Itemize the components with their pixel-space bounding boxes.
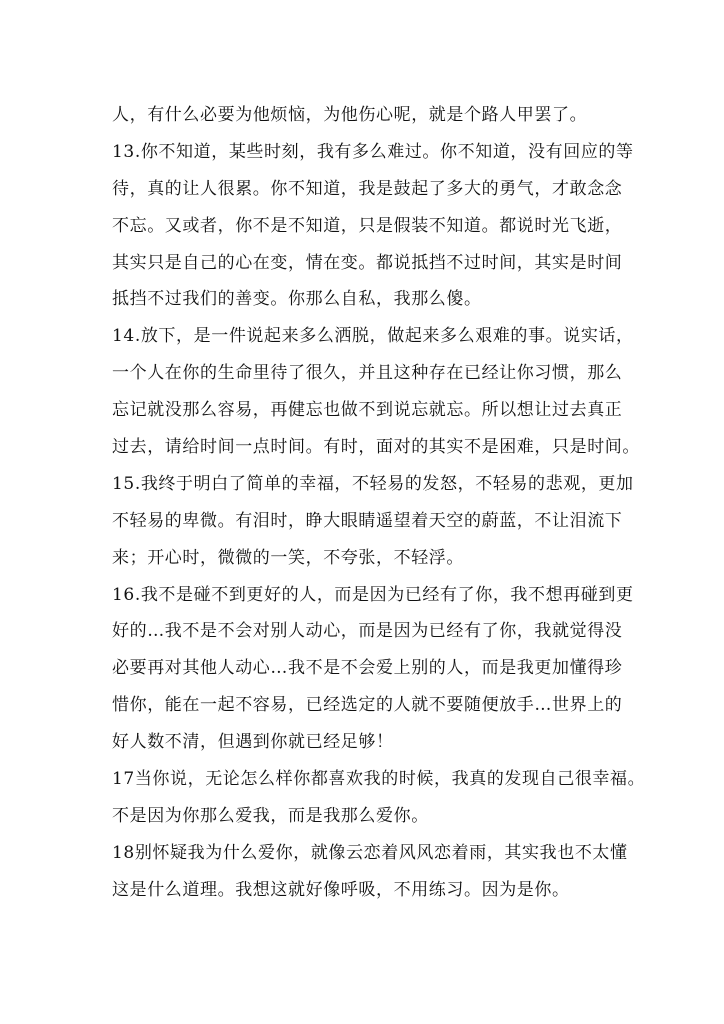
text-line: 不忘。又或者，你不是不知道，只是假装不知道。都说时光飞逝， [112, 215, 623, 236]
text-line: 不轻易的卑微。有泪时，睁大眼睛遥望着天空的蔚蓝，不让泪流下 [112, 510, 623, 531]
text-line: 17当你说，无论怎么样你都喜欢我的时候，我真的发现自己很幸福。 [112, 769, 646, 790]
text-line: 过去，请给时间一点时间。有时，面对的其实不是困难，只是时间。 [112, 437, 640, 458]
text-line: 抵挡不过我们的善变。你那么自私，我那么傻。 [112, 289, 482, 310]
text-line: 其实只是自己的心在变，情在变。都说抵挡不过时间，其实是时间 [112, 252, 623, 273]
text-line: 13.你不知道，某些时刻，我有多么难过。你不知道，没有回应的等 [112, 141, 634, 162]
text-line: 好人数不清，但遇到你就已经足够！ [112, 732, 394, 753]
text-line: 忘记就没那么容易，再健忘也做不到说忘就忘。所以想让过去真正 [112, 400, 623, 421]
text-line: 来；开心时，微微的一笑，不夸张，不轻浮。 [112, 547, 464, 568]
text-line: 好的…我不是不会对别人动心，而是因为已经有了你，我就觉得没 [112, 621, 623, 642]
text-line: 不是因为你那么爱我，而是我那么爱你。 [112, 805, 429, 826]
text-line: 15.我终于明白了简单的幸福，不轻易的发怒，不轻易的悲观，更加 [112, 473, 634, 494]
text-line: 必要再对其他人动心…我不是不会爱上别的人，而是我更加懂得珍 [112, 658, 623, 679]
document-body [112, 97, 646, 909]
text-line: 18别怀疑我为什么爱你，就像云恋着风风恋着雨，其实我也不太懂 [112, 842, 628, 863]
text-line: 这是什么道理。我想这就好像呼吸，不用练习。因为是你。 [112, 879, 570, 900]
text-line: 惜你，能在一起不容易，已经选定的人就不要随便放手…世界上的 [112, 695, 623, 716]
text-line: 16.我不是碰不到更好的人，而是因为已经有了你，我不想再碰到更 [112, 584, 634, 605]
text-line: 人，有什么必要为他烦恼，为他伤心呢，就是个路人甲罢了。 [112, 105, 588, 125]
text-line: 待，真的让人很累。你不知道，我是鼓起了多大的勇气，才敢念念 [112, 178, 623, 199]
text-line: 14.放下，是一件说起来多么洒脱，做起来多么艰难的事。说实话， [112, 326, 634, 347]
text-line: 一个人在你的生命里待了很久，并且这种存在已经让你习惯，那么 [112, 363, 623, 384]
